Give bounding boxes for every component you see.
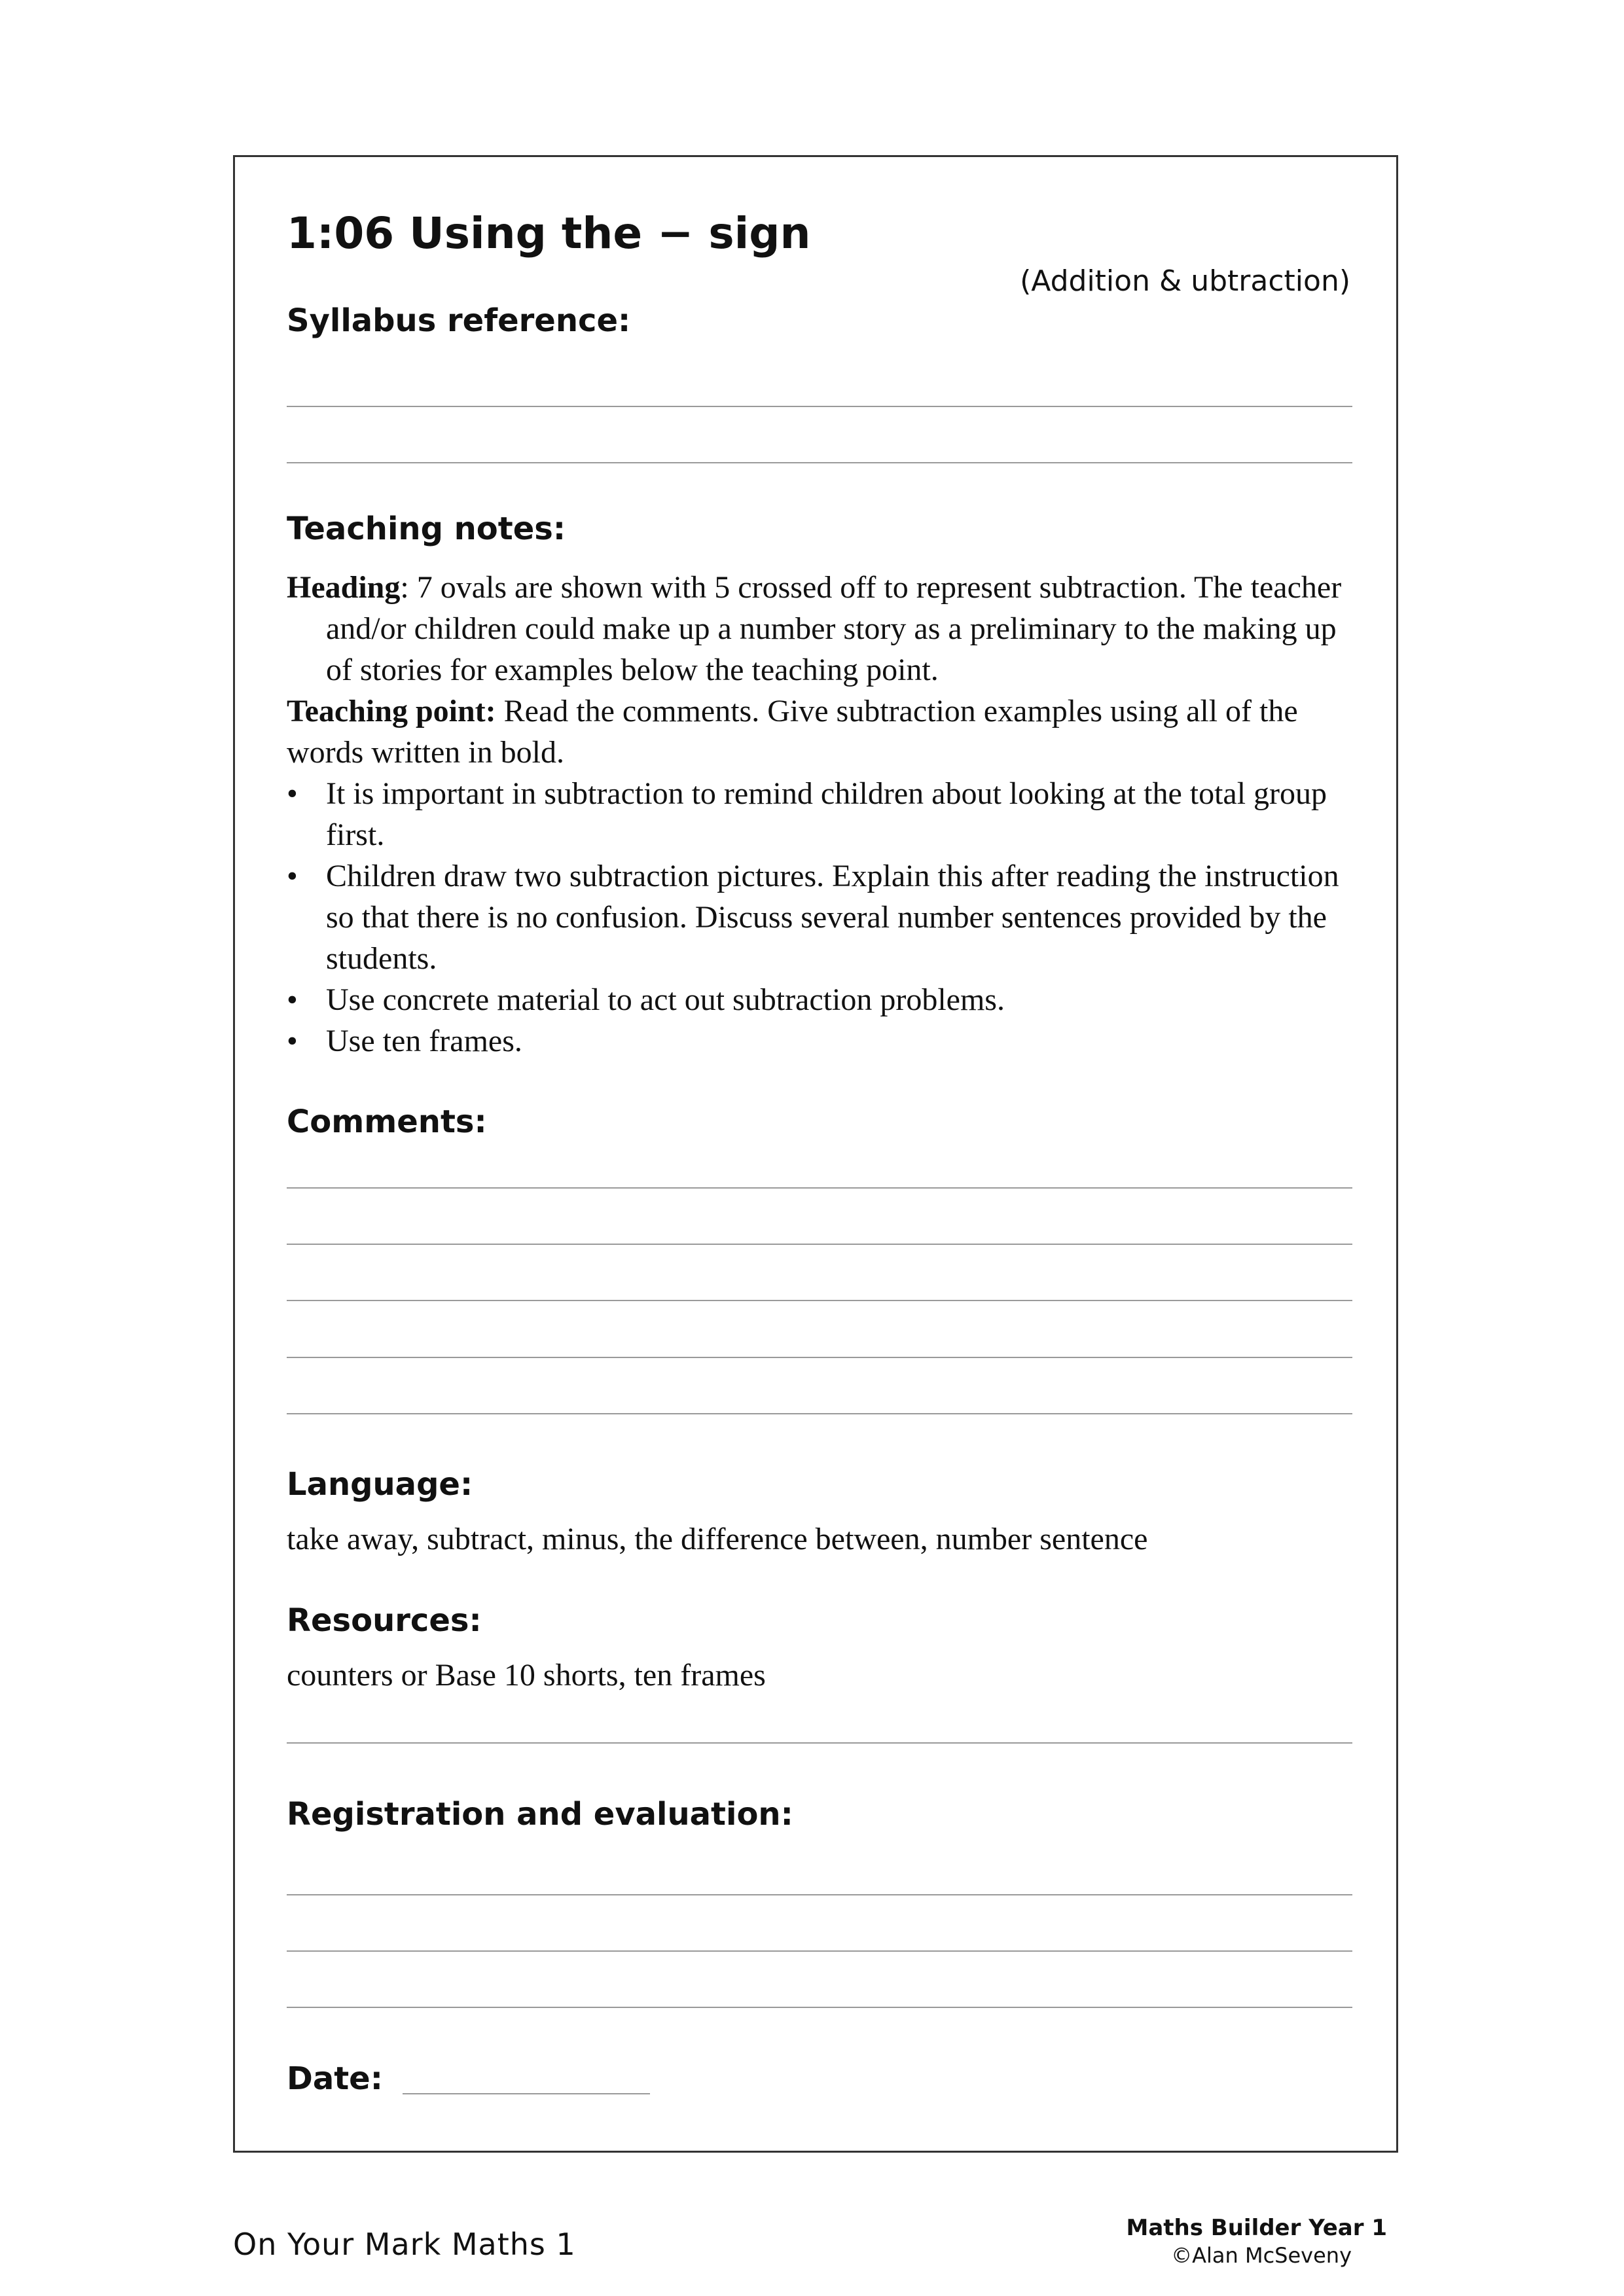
comments-heading: Comments:: [287, 1103, 487, 1140]
comments-line-3[interactable]: [287, 1300, 1352, 1301]
registration-line-3[interactable]: [287, 2007, 1352, 2008]
date-line[interactable]: [403, 2093, 650, 2094]
registration-line-2[interactable]: [287, 1950, 1352, 1952]
registration-line-1[interactable]: [287, 1894, 1352, 1895]
language-heading: Language:: [287, 1466, 473, 1503]
footer-copyright: ©Alan McSeveny: [1171, 2243, 1352, 2268]
bullet-icon: •: [287, 859, 298, 893]
bullet-icon: •: [287, 1024, 298, 1058]
resources-text: counters or Base 10 shorts, ten frames: [287, 1658, 766, 1693]
teaching-notes-body: [287, 567, 1360, 1062]
language-text: take away, subtract, minus, the difference between, number sentence: [287, 1522, 1148, 1556]
list-item: • It is important in subtraction to remind children about looking at the total group first.: [287, 773, 1360, 855]
worksheet-border: [233, 155, 1398, 2153]
bullet-icon: •: [287, 982, 298, 1017]
comments-line-2[interactable]: [287, 1244, 1352, 1245]
heading-note-label: Heading: [287, 570, 401, 605]
teaching-bullets: [287, 773, 1360, 1062]
comments-line-1[interactable]: [287, 1187, 1352, 1189]
teaching-point-note: [287, 691, 1360, 773]
list-item: • Use ten frames.: [287, 1020, 1360, 1062]
heading-note: [287, 567, 1360, 691]
resources-heading: Resources:: [287, 1602, 482, 1639]
teaching-point-label: Teaching point:: [287, 694, 496, 728]
bullet-icon: •: [287, 776, 298, 811]
syllabus-heading: Syllabus reference:: [287, 302, 631, 339]
page-title: 1:06 Using the − sign: [287, 208, 811, 259]
comments-line-5[interactable]: [287, 1413, 1352, 1414]
teaching-notes-heading: Teaching notes:: [287, 511, 566, 547]
date-heading: Date:: [287, 2060, 383, 2097]
list-item: • Use concrete material to act out subtraction problems.: [287, 979, 1360, 1020]
footer-book-title: Maths Builder Year 1: [1126, 2215, 1387, 2241]
syllabus-line-1[interactable]: [287, 406, 1352, 407]
heading-note-text: : 7 ovals are shown with 5 crossed off to represent subtraction. The teacher and/or children could make up a number story as a preliminary to the making up of stories for examples below the teaching point.: [326, 570, 1342, 687]
footer-series: On Your Mark Maths 1: [233, 2227, 576, 2262]
strand-label: (Addition & ubtraction): [1020, 264, 1350, 298]
teaching-point-text: Read the comments. Give subtraction examples using all of the words written in bold.: [287, 694, 1298, 770]
syllabus-line-2[interactable]: [287, 462, 1352, 463]
list-item: • Children draw two subtraction pictures. Explain this after reading the instruction so that there is no confusion. Discuss several number sentences provided by the students.: [287, 855, 1360, 979]
comments-line-4[interactable]: [287, 1357, 1352, 1358]
resources-line[interactable]: [287, 1742, 1352, 1744]
registration-heading: Registration and evaluation:: [287, 1796, 793, 1833]
